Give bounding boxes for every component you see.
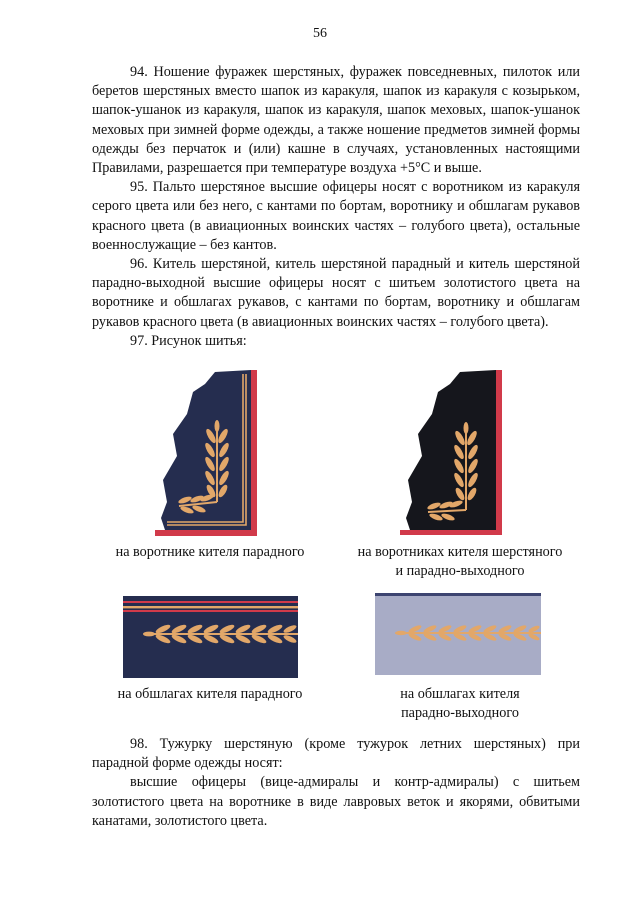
- paragraph-94: 94. Ношение фуражек шерстяных, фуражек повседневных, пилоток или беретов шерстяных вместо шапок из каракуля, шапок из каракуля с козырьком, шапок-ушанок из каракуля, шапок из каракуля, шапок меховых, шапок-ушанок меховых при зимней форме одежды, а также ношение предметов зимней формы одежды без перчаток и (или) кашне в случаях, установленных настоящими Правилами, разрешается при температуре воздуха +5°C и выше.: [92, 64, 580, 177]
- caption-collar-wool-line1: на воротниках кителя шерстяного: [357, 544, 563, 560]
- figure-cuff-dress: [375, 593, 541, 675]
- caption-cuff-dress-line1: на обшлагах кителя: [400, 686, 520, 702]
- paragraph-98: 98. Тужурку шерстяную (кроме тужурок летних шерстяных) при парадной форме одежды носят:: [92, 736, 580, 772]
- paragraph-97: 97. Рисунок шитья:: [130, 332, 247, 349]
- page-number: 56: [313, 26, 327, 41]
- paragraph-96: 96. Китель шерстяной, китель шерстяной парадный и китель шерстяной парадно-выходной высшие офицеры носят с шитьем золотистого цвета на воротнике и обшлагах рукавов, с кантами по бортам, воротнику и обшлагам рукавов красного цвета (в авиационных воинских частях – голубого цвета).: [92, 256, 580, 330]
- figure-cuff-parade: [123, 596, 298, 678]
- caption-cuff-dress-line2: парадно-выходного: [401, 705, 519, 721]
- caption-collar-wool: [340, 543, 580, 581]
- caption-collar-parade: на воротнике кителя парадного: [115, 544, 305, 560]
- caption-cuff-parade: на обшлагах кителя парадного: [117, 686, 303, 702]
- caption-collar-wool-line2: и парадно-выходного: [395, 563, 525, 579]
- figure-collar-wool: [400, 370, 508, 538]
- text-block-bottom: [92, 735, 580, 831]
- paragraph-95: 95. Пальто шерстяное высшие офицеры носят с воротником из каракуля серого цвета или без него, с кантами по бортам, воротнику и обшлагам рукавов красного цвета (в авиационных воинских частях – голубого цвета), остальные военнослужащие – без кантов.: [92, 179, 580, 253]
- paragraph-98-continued: высшие офицеры (вице-адмиралы и контр-адмиралы) с шитьем золотистого цвета на воротнике в виде лавровых веток и якорями, обвитыми канатами, золотистого цвета.: [92, 774, 580, 829]
- caption-cuff-dress: [370, 685, 550, 723]
- text-block-top: [92, 63, 580, 351]
- figure-collar-parade: [155, 370, 263, 538]
